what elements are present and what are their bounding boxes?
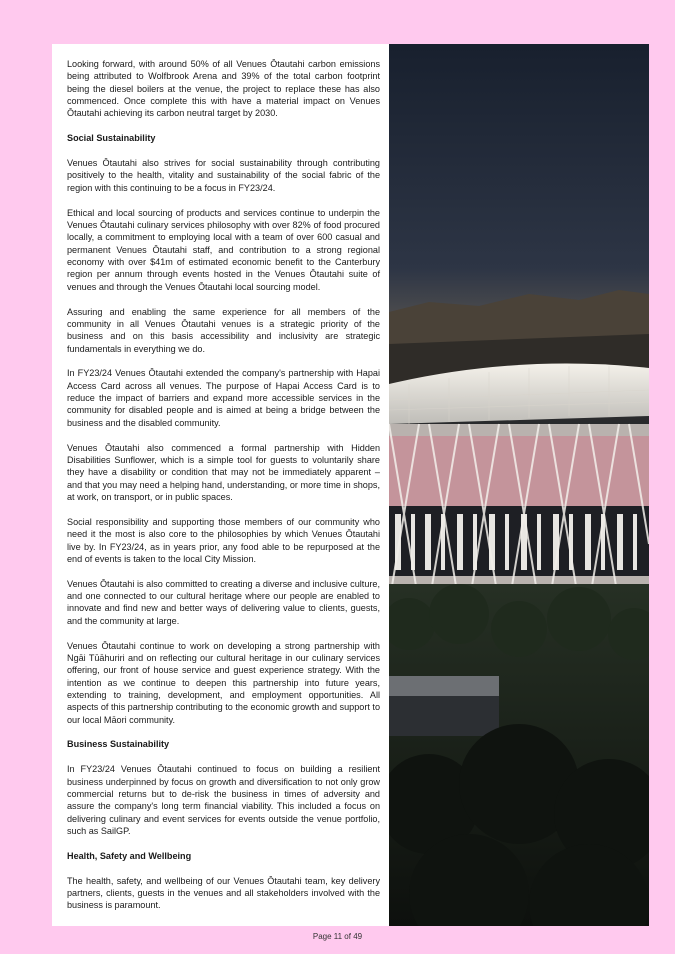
page-number: Page 11 of 49 [312,932,363,941]
heading-social-sustainability: Social Sustainability [67,133,156,144]
stadium-photo [389,44,649,926]
paragraph-diversity: Venues Ōtautahi is also committed to creating a diverse and inclusive culture, and one connected to our cultural heritage where our people are enabled to innovate and find new and better ways of delivering value to clients, guests, and the community at large. [67,578,380,626]
paragraph-ngai-tuahuriri: Venues Ōtautahi continue to work on developing a strong partnership with Ngāi Tūāhuriri and on reflecting our cultural heritage in our culinary services offering, our front of house service and guest experience strategy. With the intention as we continue to deepen this partnership into future years, extending to training, development, and employment opportunities. All aspects of this partnership contributing to the economic growth and support to our local Māori community. [67,640,380,725]
paragraph-hapai-access: In FY23/24 Venues Ōtautahi extended the company's partnership with Hapai Access Card across all venues. The purpose of Hapai Access Card is to reduce the impact of barriers and expand more accessible services in the community for disabled people and is aimed at being a bridge between the business and the disabled community. [67,368,380,428]
text-column [67,58,380,924]
paragraph-business: In FY23/24 Venues Ōtautahi continued to focus on building a resilient business underpinned by focus on growth and diversification to not only grow commercial returns but to de-risk the business in times of adversity and assure the company's long term financial viability. This included a focus on delivering culinary and event services for events outside the venue portfolio, such as SailGP. [67,764,380,837]
document-page [52,44,649,926]
paragraph-sunflower: Venues Ōtautahi also commenced a formal partnership with Hidden Disabilities Sunflower, which is a simple tool for guests to voluntarily share they have a disability or condition that may not be immediately apparent – and that you may need a helping hand, understanding, or more time in shops, at work, on transport, or in public spaces. [67,442,380,502]
paragraph-accessibility: Assuring and enabling the same experience for all members of the community in all Venues Ōtautahi venues is a strategic priority of the business and on this basis accessibility and inclusivity are strategic fundamentals in everything we do. [67,306,380,354]
paragraph-social-intro: Venues Ōtautahi also strives for social sustainability through contributing positively to the health, vitality and sustainability of the social fabric of the region with this continuing to be a focus in FY23/24. [67,158,380,193]
paragraph-city-mission: Social responsibility and supporting those members of our community who need it the most is also core to the philosophies by which Venues Ōtautahi live by. In FY23/24, as in years prior, any food able to be repurposed at the end of events is taken to the local City Mission. [67,516,380,564]
heading-health-safety: Health, Safety and Wellbeing [67,850,192,861]
paragraph-local-sourcing: Ethical and local sourcing of products and services continue to underpin the Venues Ōtautahi culinary services philosophy with over 82% of food procured locally, a commitment to employing local with a team of over 600 casual and permanent Venues Ōtautahi staff, and contribution to a strong regional economy with over $41m of estimated economic benefit to the Canterbury region per annum through events hosted in the Venues Ōtautahi suite of venues and through the Venues Ōtautahi local sourcing model. [67,207,380,292]
paragraph-carbon: Looking forward, with around 50% of all Venues Ōtautahi carbon emissions being attributed to Wolfbrook Arena and 39% of the total carbon footprint being the diesel boilers at the venue, the project to replace these has also commenced. Once complete this with have a material impact on Venues Ōtautahi achieving its carbon neutral target by 2030. [67,59,380,119]
heading-business-sustainability: Business Sustainability [67,739,170,750]
stadium-illustration [389,44,649,926]
paragraph-health: The health, safety, and wellbeing of our Venues Ōtautahi team, key delivery partners, clients, guests in the venues and all stakeholders involved with the business is paramount. [67,875,380,911]
